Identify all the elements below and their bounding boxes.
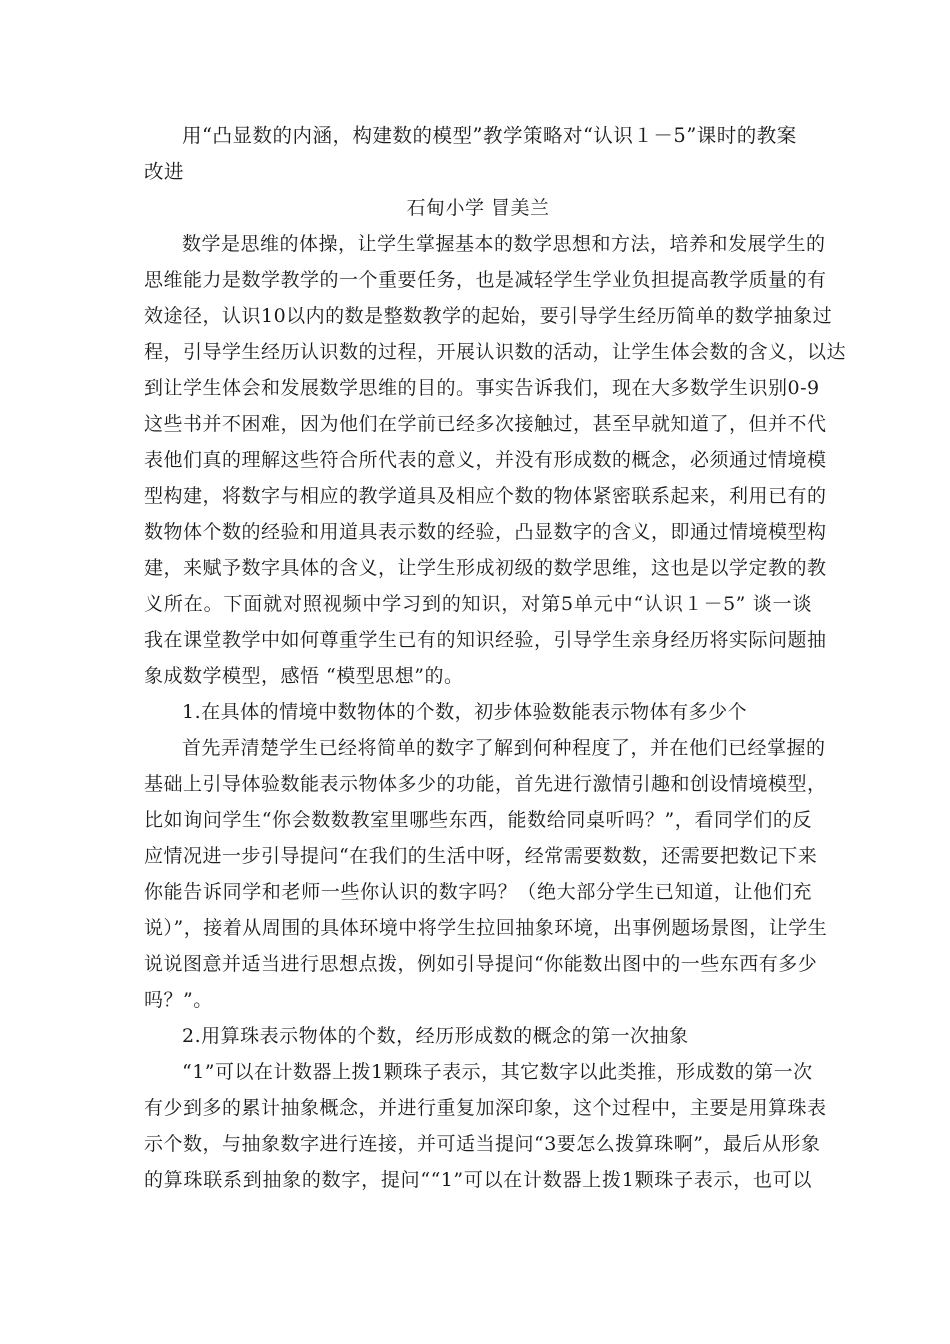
author-line: 石甸小学 冒美兰 — [406, 197, 550, 219]
paragraph-line: 到让学生体会和发展数学思维的目的。事实告诉我们，现在大多数学生识别0-9 — [144, 377, 820, 399]
paragraph-line: 型构建，将数字与相应的教学道具及相应个数的物体紧密联系起来，利用已有的 — [144, 485, 827, 507]
paragraph-line: 表他们真的理解这些符合所代表的意义，并没有形成数的概念，必须通过情境模 — [144, 449, 827, 471]
paragraph-line: 基础上引导体验数能表示物体多少的功能，首先进行激情引趣和创设情境模型， — [144, 773, 827, 795]
paragraph-line: 数物体个数的经验和用道具表示数的经验，凸显数字的含义，即通过情境模型构 — [144, 521, 827, 543]
paragraph-line: 你能告诉同学和老师一些你认识的数字吗？（绝大部分学生已知道，让他们充 — [144, 881, 812, 903]
paragraph-section-2 — [144, 1054, 827, 1198]
paragraph-line: 义所在。下面就对照视频中学习到的知识，对第5单元中“认识１－5” 谈一谈 — [144, 593, 812, 615]
paragraph-intro — [144, 226, 847, 694]
paragraph-line: 思维能力是数学教学的一个重要任务，也是减轻学生学业负担提高教学质量的有 — [144, 269, 827, 291]
paragraph-line: 说）”，接着从周围的具体环境中将学生拉回抽象环境，出事例题场景图，让学生 — [144, 917, 828, 939]
paragraph-line: “1”可以在计数器上拨1颗珠子表示，其它数字以此类推，形成数的第一次 — [182, 1061, 813, 1083]
paragraph-line: 吗？”。 — [144, 989, 213, 1011]
paragraph-line: 效途径，认识10以内的数是整数教学的起始，要引导学生经历简单的数学抽象过 — [144, 305, 833, 327]
paragraph-line: 应情况进一步引导提问“在我们的生活中呀，经常需要数数，还需要把数记下来 — [144, 845, 818, 867]
paragraph-line: 说说图意并适当进行思想点拨，例如引导提问“你能数出图中的一些东西有多少 — [144, 953, 818, 975]
paragraph-line: 示个数，与抽象数字进行连接，并可适当提问“3要怎么拨算珠啊”，最后从形象 — [144, 1133, 821, 1155]
paragraph-line: 的算珠联系到抽象的数字，提问““1”可以在计数器上拨1颗珠子表示，也可以 — [144, 1169, 812, 1191]
document-page — [144, 118, 847, 1198]
paragraph-line: 我在课堂教学中如何尊重学生已有的知识经验，引导学生亲身经历将实际问题抽 — [144, 629, 827, 651]
section-heading-2: 2.用算珠表示物体的个数，经历形成数的概念的第一次抽象 — [182, 1025, 689, 1047]
paragraph-line: 有少到多的累计抽象概念，并进行重复加深印象，这个过程中，主要是用算珠表 — [144, 1097, 827, 1119]
document-title-line-1: 用“凸显数的内涵，构建数的模型”教学策略对“认识１－5”课时的教案 — [182, 124, 797, 147]
paragraph-line: 程，引导学生经历认识数的过程，开展认识数的活动，让学生体会数的含义，以达 — [144, 341, 847, 363]
paragraph-line: 首先弄清楚学生已经将简单的数字了解到何种程度了，并在他们已经掌握的 — [182, 737, 826, 759]
paragraph-line: 数学是思维的体操，让学生掌握基本的数学思想和方法，培养和发展学生的 — [182, 233, 826, 255]
paragraph-line: 这些书并不困难，因为他们在学前已经多次接触过，甚至早就知道了，但并不代 — [144, 413, 827, 435]
paragraph-line: 建，来赋予数字具体的含义，让学生形成初级的数学思维，这也是以学定教的教 — [144, 557, 827, 579]
document-title-line-2: 改进 — [144, 160, 185, 183]
section-heading-1: 1.在具体的情境中数物体的个数，初步体验数能表示物体有多少个 — [182, 701, 748, 723]
paragraph-section-1 — [144, 730, 828, 1018]
paragraph-line: 象成数学模型，感悟 “模型思想”的。 — [144, 665, 464, 687]
paragraph-line: 比如询问学生“你会数数教室里哪些东西，能数给同桌听吗？”，看同学们的反 — [144, 809, 812, 831]
